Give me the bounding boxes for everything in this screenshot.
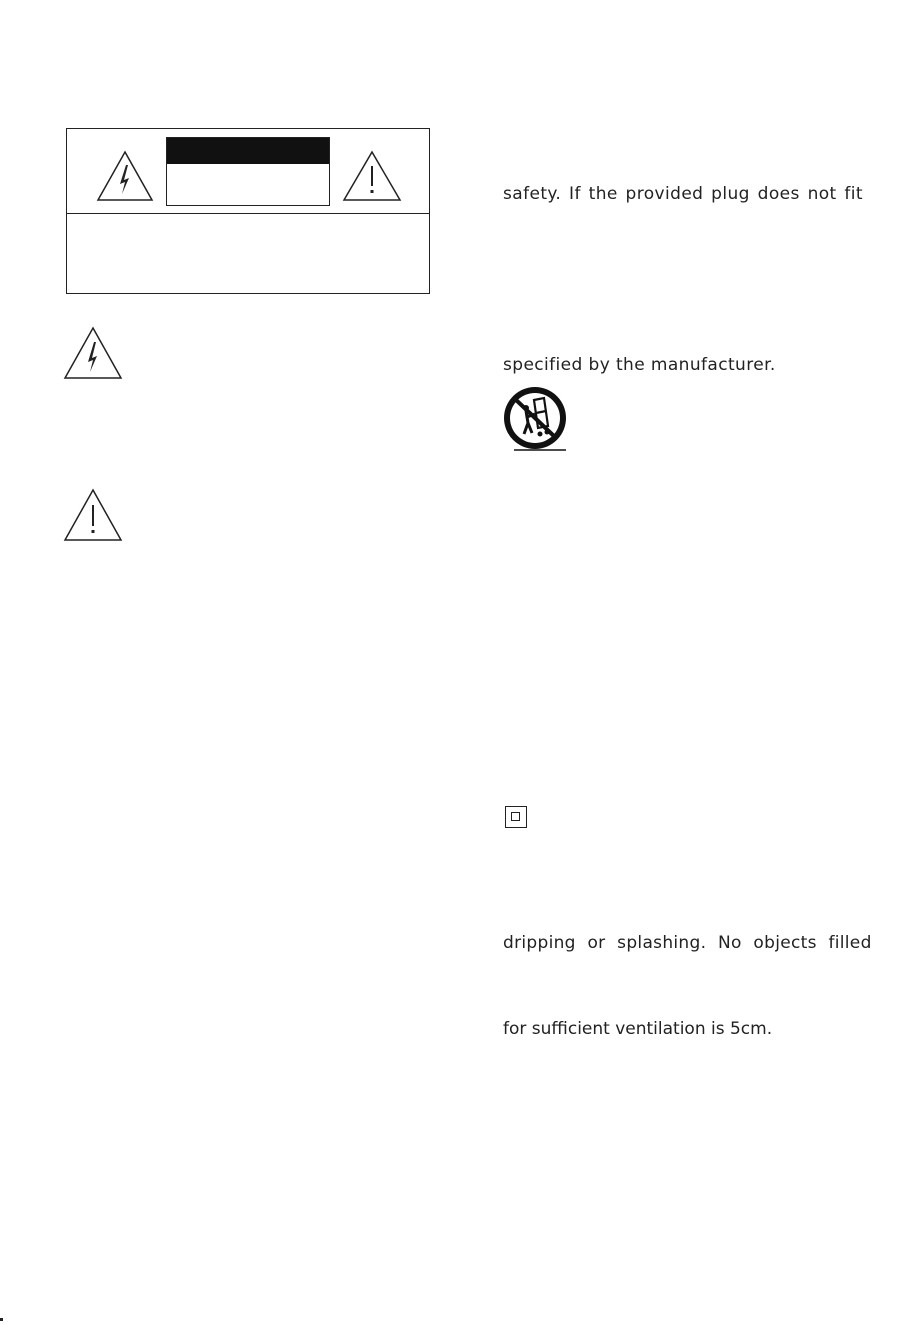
text-ventilation-line: for sufficient ventilation is 5cm.	[503, 1019, 773, 1039]
double-insulation-icon	[505, 806, 527, 828]
text-dripping-line: dripping or splashing. No objects filled	[503, 933, 872, 953]
text-plug-safety-line: safety. If the provided plug does not fit	[503, 184, 863, 204]
lightning-warning-icon	[95, 149, 155, 203]
exclamation-warning-icon	[341, 149, 403, 203]
caution-label-band	[167, 138, 329, 164]
double-insulation-inner-square	[511, 812, 520, 821]
cart-tip-over-icon	[500, 386, 570, 454]
caution-box-divider	[67, 213, 429, 214]
exclamation-warning-icon	[62, 487, 124, 543]
text-manufacturer-line: specified by the manufacturer.	[503, 355, 776, 375]
caution-box	[66, 128, 430, 294]
caution-label	[166, 137, 330, 206]
corner-mark	[0, 1318, 3, 1321]
lightning-warning-icon	[62, 325, 124, 381]
